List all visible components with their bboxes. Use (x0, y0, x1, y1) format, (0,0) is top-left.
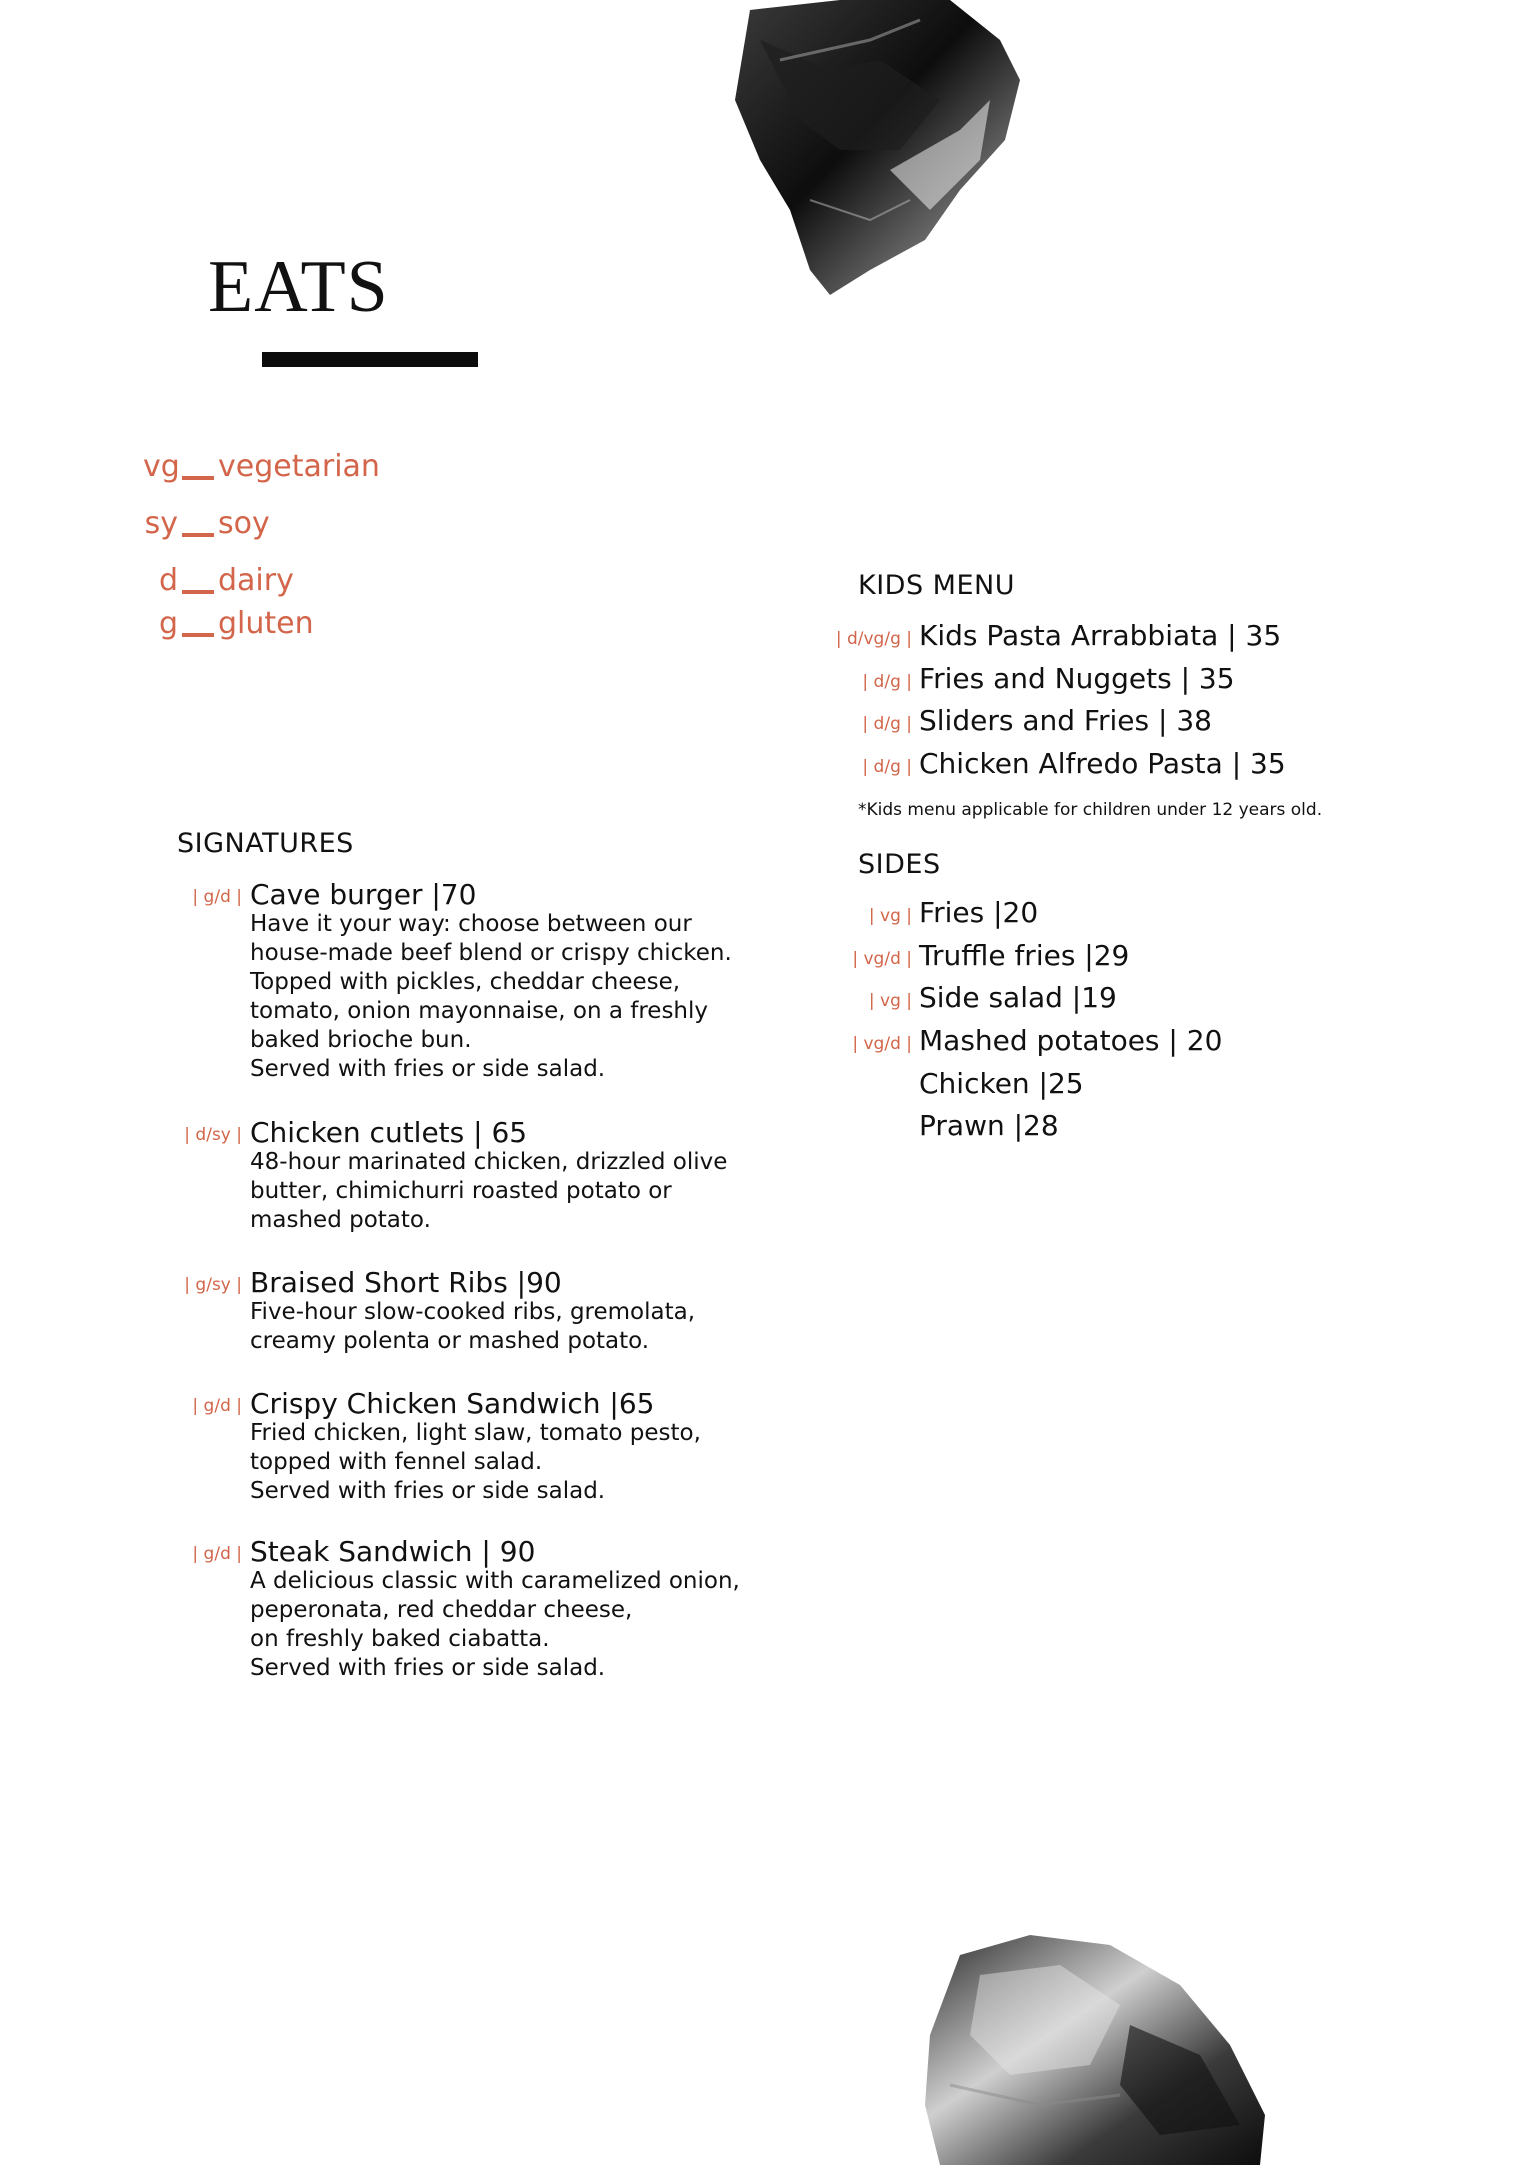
legend-item-vegetarian (143, 449, 380, 484)
item-allergen-tag: | d/vg/g | (835, 629, 912, 649)
item-name: Cave burger |70 (250, 878, 477, 911)
legend-label: dairy (218, 563, 294, 598)
heading-underline (262, 352, 478, 367)
legend-dash (182, 590, 214, 594)
item-name: Crispy Chicken Sandwich |65 (250, 1387, 655, 1420)
item-name: Chicken |25 (919, 1067, 1084, 1100)
item-description: Five-hour slow-cooked ribs, gremolata, creamy polenta or mashed potato. (250, 1299, 696, 1354)
item-name: Chicken Alfredo Pasta | 35 (919, 747, 1286, 780)
item-name: Mashed potatoes | 20 (919, 1024, 1223, 1057)
item-allergen-tag: | d/g | (862, 672, 912, 692)
item-allergen-tag: | vg | (868, 991, 912, 1011)
item-description: A delicious classic with caramelized onion, peperonata, red cheddar cheese, on freshly baked ciabatta. Served with fries or side salad. (250, 1568, 740, 1681)
sides-title: SIDES (858, 849, 941, 880)
legend-code: sy (144, 506, 178, 541)
kids-menu-note: *Kids menu applicable for children under 12 years old. (858, 800, 1323, 820)
item-allergen-tag: | g/d | (192, 1396, 242, 1416)
legend-label: vegetarian (218, 449, 380, 484)
item-name: Braised Short Ribs |90 (250, 1266, 562, 1299)
legend-code: d (158, 563, 178, 598)
item-name: Steak Sandwich | 90 (250, 1535, 536, 1568)
rock-image-bottom (920, 1935, 1265, 2165)
item-description: Have it your way: choose between our house-made beef blend or crispy chicken. Topped with pickles, cheddar cheese, tomato, onion mayonnaise, on a freshly baked brioche bun. Served with fries or side salad. (250, 911, 732, 1082)
kids-menu-title: KIDS MENU (858, 570, 1015, 601)
item-name: Kids Pasta Arrabbiata | 35 (919, 619, 1282, 652)
legend-item-dairy (143, 563, 294, 598)
item-name: Fries and Nuggets | 35 (919, 662, 1235, 695)
item-name: Sliders and Fries | 38 (919, 704, 1212, 737)
legend-dash (182, 476, 214, 480)
item-name: Chicken cutlets | 65 (250, 1116, 528, 1149)
item-allergen-tag: | g/d | (192, 1544, 242, 1564)
legend-label: gluten (218, 606, 314, 641)
legend-dash (182, 533, 214, 537)
item-name: Truffle fries |29 (919, 939, 1130, 972)
legend-dash (182, 633, 214, 637)
item-allergen-tag: | vg/d | (852, 1034, 912, 1054)
signatures-title: SIGNATURES (177, 828, 354, 859)
item-allergen-tag: | g/d | (192, 887, 242, 907)
legend-code: vg (143, 449, 180, 484)
rock-image-top (720, 0, 1020, 295)
legend-code: g (158, 606, 178, 641)
item-name: Side salad |19 (919, 981, 1117, 1014)
item-allergen-tag: | d/sy | (184, 1125, 242, 1145)
item-name: Prawn |28 (919, 1109, 1059, 1142)
item-description: 48-hour marinated chicken, drizzled olive butter, chimichurri roasted potato or mashed potato. (250, 1149, 728, 1233)
page-heading: EATS (208, 246, 389, 328)
item-allergen-tag: | vg | (868, 906, 912, 926)
item-allergen-tag: | d/g | (862, 757, 912, 777)
item-allergen-tag: | g/sy | (184, 1275, 242, 1295)
item-description: Fried chicken, light slaw, tomato pesto, topped with fennel salad. Served with fries or side salad. (250, 1420, 701, 1504)
item-allergen-tag: | d/g | (862, 714, 912, 734)
item-allergen-tag: | vg/d | (852, 949, 912, 969)
legend-item-soy (143, 506, 270, 541)
item-name: Fries |20 (919, 896, 1039, 929)
legend-item-gluten (143, 606, 314, 641)
legend-label: soy (218, 506, 270, 541)
